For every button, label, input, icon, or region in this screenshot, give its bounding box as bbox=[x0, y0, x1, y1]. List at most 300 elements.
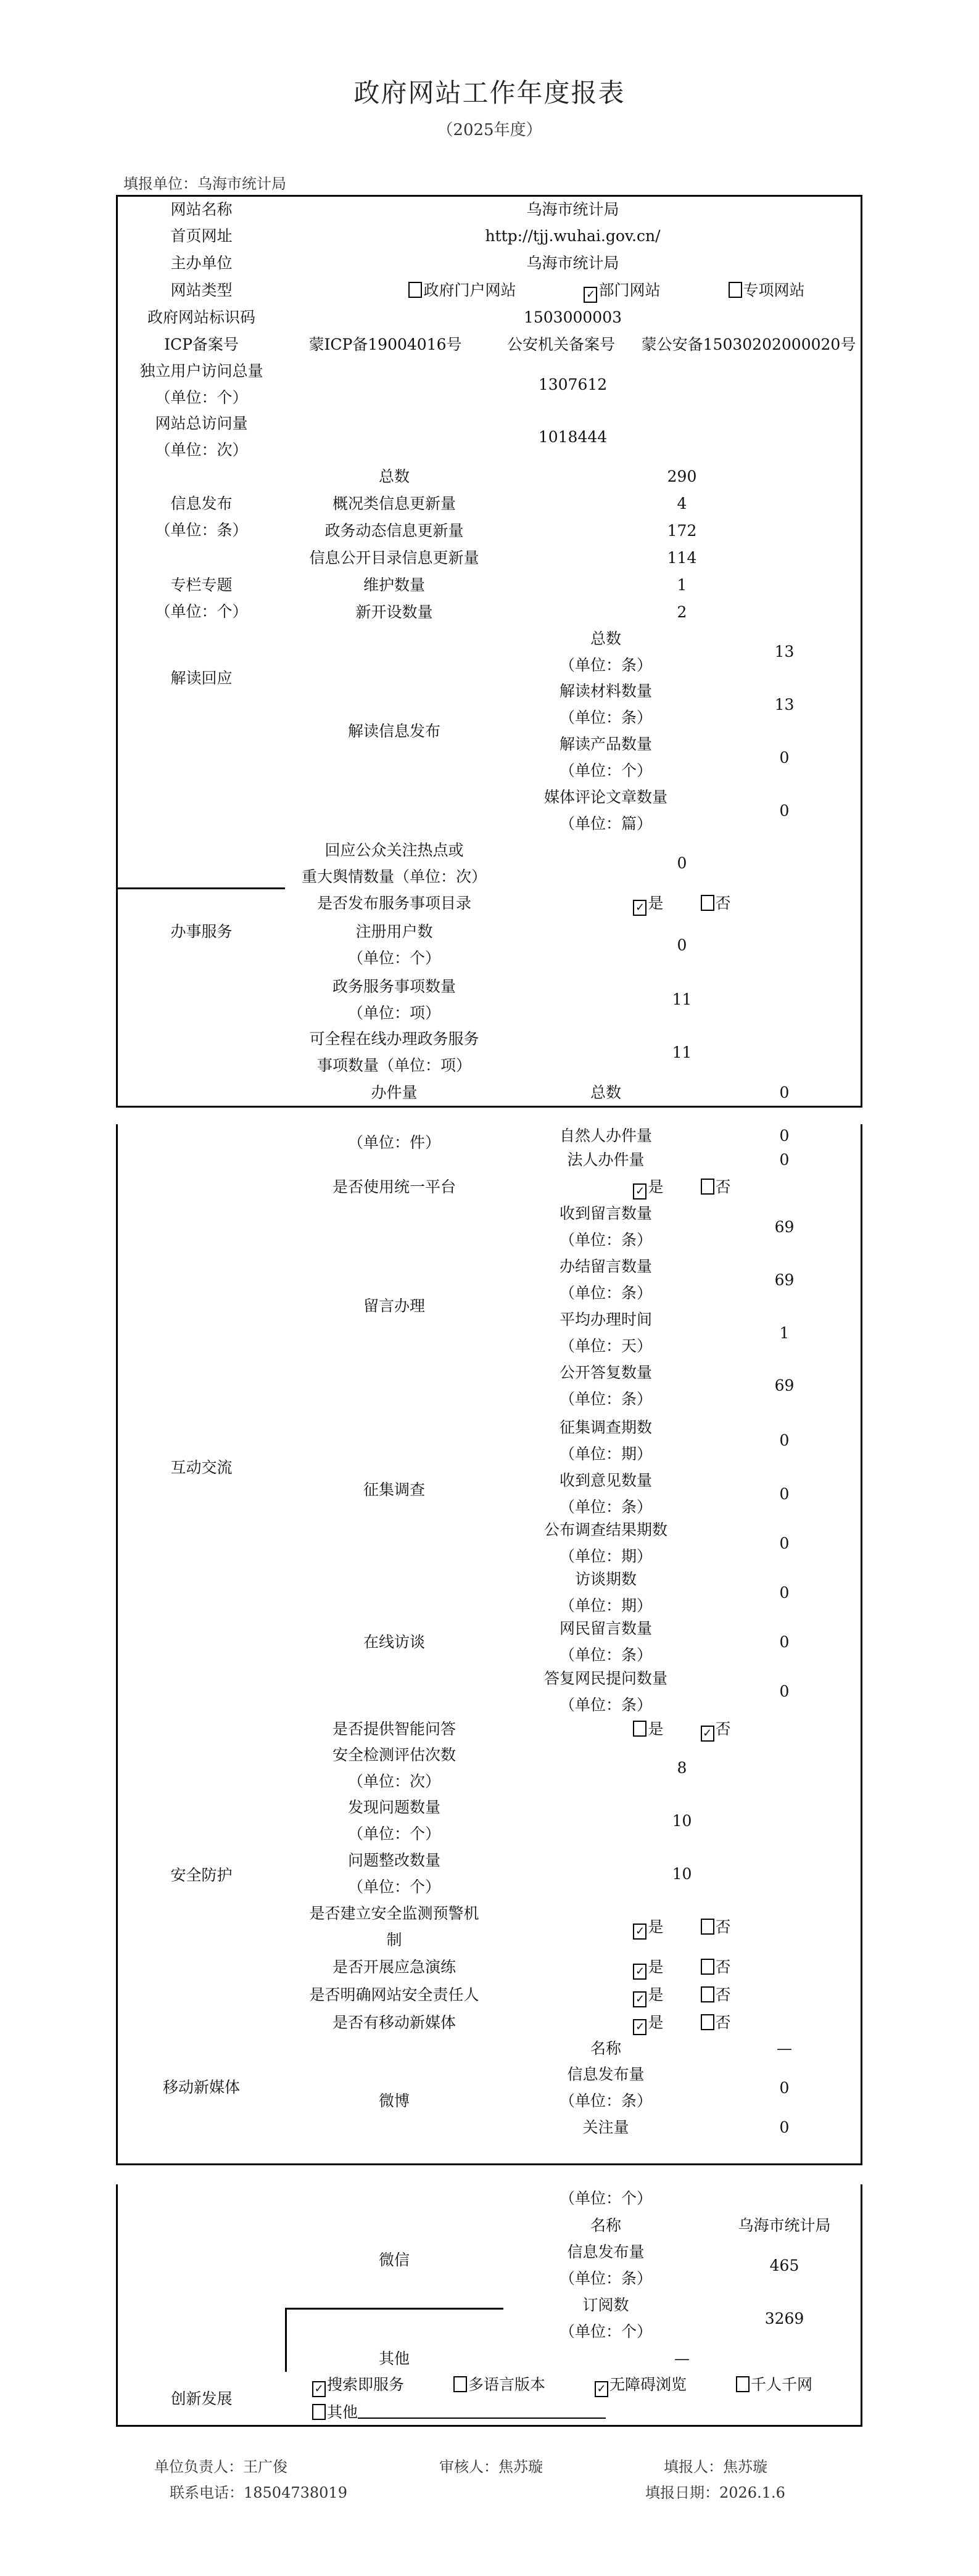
label-text: 是否有移动新媒体 bbox=[332, 2013, 456, 2031]
site-type-label bbox=[116, 276, 287, 305]
unit-text: （单位：篇） bbox=[559, 815, 652, 833]
pv-value bbox=[285, 411, 862, 464]
label-text: 新开设数量 bbox=[355, 603, 433, 621]
unit-text: （单位：个） bbox=[559, 762, 652, 780]
value-text: 0 bbox=[779, 1534, 790, 1552]
option-label: 否 bbox=[715, 1720, 731, 1738]
wechat-row-value bbox=[708, 2239, 862, 2294]
messages-label bbox=[285, 1200, 505, 1414]
option-label: 否 bbox=[715, 1957, 731, 1976]
interview-row-label bbox=[503, 1666, 710, 1718]
homepage-value[interactable] bbox=[285, 222, 862, 251]
interpret-sub-label bbox=[285, 625, 505, 839]
label-text: 信息发布量 bbox=[567, 2243, 645, 2261]
interview-row-value bbox=[708, 1666, 862, 1718]
option-label: 专项网站 bbox=[743, 281, 805, 299]
unit-text: （单位：项） bbox=[347, 1003, 440, 1022]
value-text: 1018444 bbox=[538, 427, 608, 446]
label-text: 解读产品数量 bbox=[559, 735, 652, 753]
police-value bbox=[637, 331, 862, 360]
survey-row-value bbox=[708, 1518, 862, 1570]
columns-row-value bbox=[503, 598, 862, 627]
unit-text: （单位：个） bbox=[347, 1825, 440, 1843]
checkbox-unchecked-icon[interactable] bbox=[701, 895, 714, 911]
messages-row-label bbox=[503, 1306, 710, 1361]
innovation-option[interactable] bbox=[595, 2371, 687, 2398]
label-text: 留言办理 bbox=[363, 1297, 425, 1315]
label-text: 网站名称 bbox=[170, 200, 233, 218]
messages-row-value bbox=[708, 1200, 862, 1255]
label-text: 制 bbox=[386, 1931, 402, 1949]
label-text: 信息发布量 bbox=[567, 2065, 645, 2083]
value-text: 172 bbox=[667, 521, 697, 540]
value-text: 1 bbox=[779, 1323, 790, 1342]
icp-label bbox=[116, 331, 287, 360]
unit-text: （单位：个） bbox=[559, 2323, 652, 2340]
label-text: 创新发展 bbox=[170, 2389, 233, 2408]
value-text: 0 bbox=[779, 1431, 790, 1449]
unit-text: （单位：条） bbox=[155, 521, 248, 539]
unit-text: （单位：天） bbox=[559, 1337, 652, 1355]
site-type-options bbox=[285, 276, 862, 305]
interview-row-value bbox=[708, 1568, 862, 1619]
weibo-row-value bbox=[708, 2036, 862, 2063]
id-code-label bbox=[116, 303, 287, 332]
other-media-value bbox=[503, 2345, 862, 2374]
yes-option[interactable] bbox=[633, 1914, 663, 1940]
value-text: 290 bbox=[667, 467, 697, 485]
weibo-unit-cont bbox=[503, 2184, 710, 2213]
interpret-row-value bbox=[708, 731, 862, 786]
messages-row-value bbox=[708, 1253, 862, 1308]
value-text: 3269 bbox=[764, 2309, 804, 2327]
info-row-value bbox=[503, 544, 862, 573]
messages-row-label bbox=[503, 1253, 710, 1308]
no-option[interactable] bbox=[701, 1981, 731, 2008]
interpret-row-label bbox=[503, 625, 710, 680]
option-label: 政府门户网站 bbox=[423, 281, 516, 299]
other-input-line[interactable] bbox=[358, 2403, 606, 2419]
label-text: 回应公众关注热点或 bbox=[324, 841, 464, 859]
checkbox-unchecked-icon[interactable] bbox=[701, 1986, 714, 2002]
value-text: 8 bbox=[677, 1759, 687, 1777]
id-code-value bbox=[285, 303, 862, 332]
value-text: 13 bbox=[774, 695, 795, 714]
label-text: 问题整改数量 bbox=[347, 1851, 440, 1869]
label-text: 是否开展应急演练 bbox=[332, 1957, 456, 1976]
weibo-label-cont bbox=[285, 2184, 505, 2213]
value-text: 2 bbox=[677, 603, 687, 621]
info-row-label bbox=[285, 490, 505, 519]
checkbox-checked-icon[interactable]: ✓ bbox=[633, 1964, 646, 1980]
label-text: 是否明确网站安全责任人 bbox=[309, 1985, 479, 2004]
icp-value bbox=[285, 331, 487, 360]
unit-text: （单位：期） bbox=[559, 1597, 652, 1615]
footer-filler: 填报人：焦苏璇 bbox=[664, 2458, 767, 2475]
label-text: 在线访谈 bbox=[363, 1633, 425, 1651]
innovation-label bbox=[116, 2372, 287, 2427]
survey-row-value bbox=[708, 1469, 862, 1520]
label-text: 其他 bbox=[378, 2349, 410, 2368]
site-name-label bbox=[116, 195, 287, 224]
value-text: 0 bbox=[779, 1583, 790, 1602]
label-text: 是否提供智能问答 bbox=[332, 1720, 456, 1738]
site-type-option[interactable] bbox=[408, 277, 516, 303]
checkbox-checked-icon[interactable]: ✓ bbox=[633, 1183, 646, 1200]
info-row-label bbox=[285, 463, 505, 492]
option-label: 多语言版本 bbox=[468, 2376, 546, 2393]
cases-row-value bbox=[708, 1124, 862, 1148]
security-row-label bbox=[285, 1847, 505, 1902]
security-row-value bbox=[503, 1794, 862, 1849]
weibo-label bbox=[285, 2036, 505, 2167]
weibo-row-label bbox=[503, 2061, 710, 2116]
footer-leader: 单位负责人：王广俊 bbox=[154, 2458, 287, 2475]
label-text: 名称 bbox=[590, 2216, 621, 2234]
sponsor-label bbox=[116, 249, 287, 278]
value-text: 0 bbox=[779, 2118, 790, 2136]
interpret-row-label bbox=[503, 784, 710, 839]
label-text: 公开答复数量 bbox=[559, 1363, 652, 1381]
page-subtitle: （2025年度） bbox=[437, 121, 542, 139]
messages-row-label bbox=[503, 1359, 710, 1414]
weibo-row-value bbox=[708, 2061, 862, 2116]
checkbox-checked-icon[interactable]: ✓ bbox=[633, 2019, 646, 2035]
label-text: 政务服务事项数量 bbox=[332, 977, 456, 995]
no-option[interactable] bbox=[701, 1174, 731, 1200]
option-label: 部门网站 bbox=[598, 281, 661, 299]
cases-row-label bbox=[503, 1124, 710, 1148]
option-label: 是 bbox=[648, 894, 664, 912]
interaction-label bbox=[116, 1173, 287, 1764]
services-label-cont bbox=[116, 1124, 287, 1175]
label-text: 总数 bbox=[590, 1083, 621, 1101]
option-label: 无障碍浏览 bbox=[609, 2376, 687, 2393]
checkbox-unchecked-icon[interactable] bbox=[701, 1959, 714, 1975]
innovation-option-other[interactable] bbox=[312, 2403, 606, 2421]
label-text: 访谈期数 bbox=[574, 1570, 637, 1588]
value-text: 0 bbox=[677, 936, 687, 954]
yes-option[interactable] bbox=[633, 1716, 663, 1742]
security-row-label bbox=[285, 1794, 505, 1849]
label-text: 专栏专题 bbox=[170, 576, 233, 594]
innovation-option[interactable] bbox=[453, 2371, 545, 2398]
label-text: 是否使用统一平台 bbox=[332, 1177, 456, 1196]
wechat-row-value bbox=[708, 2292, 862, 2347]
value-text: 0 bbox=[779, 1682, 790, 1700]
cases-label bbox=[285, 1079, 505, 1108]
label-text: 微信 bbox=[378, 2250, 410, 2269]
label-text: 可全程在线办理政务服务 bbox=[309, 1030, 479, 1048]
innovation-option[interactable] bbox=[736, 2371, 812, 2398]
label-text: 媒体评论文章数量 bbox=[543, 788, 667, 806]
option-label: 是 bbox=[648, 1177, 664, 1196]
wechat-row-label bbox=[503, 2212, 710, 2241]
value-text: 465 bbox=[769, 2256, 799, 2274]
checkbox-checked-icon[interactable]: ✓ bbox=[312, 2381, 326, 2397]
label-text: 关注量 bbox=[582, 2118, 629, 2136]
option-label: 是 bbox=[648, 1917, 664, 1936]
wechat-row-value bbox=[708, 2212, 862, 2241]
weibo-row-value bbox=[708, 2114, 862, 2167]
yes-option[interactable] bbox=[633, 1954, 663, 1980]
label-text: 解读回应 bbox=[170, 669, 233, 687]
option-label: 否 bbox=[715, 1917, 731, 1936]
hotspot-label bbox=[285, 837, 505, 891]
online-items-label bbox=[285, 1026, 505, 1080]
checkbox-unchecked-icon[interactable] bbox=[701, 1179, 714, 1195]
label-text: 概况类信息更新量 bbox=[332, 494, 456, 512]
label-text: 征集调查期数 bbox=[559, 1418, 652, 1436]
interview-label bbox=[285, 1568, 505, 1718]
interview-row-value bbox=[708, 1617, 862, 1668]
drill-label bbox=[285, 1953, 505, 1982]
label-text: 征集调查 bbox=[363, 1481, 425, 1499]
page-gap bbox=[111, 2165, 870, 2184]
cases-row-value bbox=[708, 1079, 862, 1108]
interview-row-label bbox=[503, 1568, 710, 1619]
value-text: 0 bbox=[677, 854, 687, 872]
label-text: 公安机关备案号 bbox=[506, 335, 615, 353]
services-label-cont bbox=[116, 973, 287, 1106]
checkbox-checked-icon[interactable]: ✓ bbox=[701, 1726, 714, 1742]
messages-row-value bbox=[708, 1359, 862, 1414]
site-type-option[interactable] bbox=[584, 277, 660, 303]
columns-label bbox=[116, 571, 287, 627]
option-label: 是 bbox=[648, 1720, 664, 1738]
unit-text: （单位：期） bbox=[559, 1547, 652, 1565]
checkbox-unchecked-icon[interactable] bbox=[453, 2376, 467, 2392]
info-row-label bbox=[285, 544, 505, 573]
media-label-cont bbox=[116, 2184, 287, 2336]
unit-text: （单位：条） bbox=[559, 2092, 652, 2110]
no-option[interactable] bbox=[701, 2009, 731, 2036]
interpret-row-value bbox=[708, 678, 862, 733]
label-text: 收到意见数量 bbox=[559, 1471, 652, 1489]
value-text: 乌海市统计局 bbox=[738, 2216, 831, 2234]
value-text: 蒙公安备15030202000020号 bbox=[641, 335, 856, 353]
wechat-label bbox=[285, 2212, 505, 2310]
value-text: 0 bbox=[779, 1151, 790, 1169]
media-has-label bbox=[285, 2009, 505, 2038]
yes-option[interactable] bbox=[633, 2009, 663, 2036]
value-text: — bbox=[777, 2039, 792, 2057]
catalog-options bbox=[503, 889, 862, 918]
sponsor-value bbox=[285, 249, 862, 278]
unit-text: （单位：个） bbox=[559, 2189, 652, 2207]
label-text: 信息发布 bbox=[170, 495, 233, 512]
checkbox-unchecked-icon[interactable] bbox=[633, 1721, 646, 1737]
survey-row-value bbox=[708, 1412, 862, 1471]
site-type-option[interactable] bbox=[729, 277, 805, 303]
label-text: 网站类型 bbox=[170, 281, 233, 299]
value-text: 10 bbox=[672, 1811, 692, 1830]
monitor-label bbox=[285, 1900, 505, 1955]
police-label bbox=[485, 331, 638, 360]
value-text: 乌海市统计局 bbox=[526, 200, 619, 218]
checkbox-checked-icon[interactable]: ✓ bbox=[595, 2381, 608, 2397]
reg-users-label bbox=[285, 916, 505, 975]
yes-option[interactable] bbox=[633, 890, 663, 916]
site-name-value bbox=[285, 195, 862, 224]
unit-text: （单位：条） bbox=[559, 2269, 652, 2287]
drill-options bbox=[503, 1953, 862, 1982]
label-text: 安全防护 bbox=[170, 1866, 233, 1884]
qa-label bbox=[285, 1716, 505, 1743]
label-text: 网民留言数量 bbox=[559, 1619, 652, 1637]
checkbox-checked-icon[interactable]: ✓ bbox=[584, 287, 597, 303]
value-text: 蒙ICP备19004016号 bbox=[308, 335, 462, 353]
value-text: 1 bbox=[677, 575, 687, 594]
yes-option[interactable] bbox=[633, 1981, 663, 2008]
media-label-cont bbox=[116, 2334, 287, 2374]
label-text: 解读材料数量 bbox=[559, 682, 652, 700]
label-text: 自然人办件量 bbox=[559, 1126, 652, 1145]
value-text: 69 bbox=[774, 1376, 795, 1394]
no-option[interactable] bbox=[701, 890, 731, 916]
footer-reviewer: 审核人：焦苏璇 bbox=[439, 2458, 543, 2475]
checkbox-checked-icon[interactable]: ✓ bbox=[633, 1991, 646, 2007]
value-text: 0 bbox=[779, 801, 790, 820]
label-text: 办事服务 bbox=[170, 922, 233, 940]
label-text: 网站总访问量 bbox=[155, 414, 248, 432]
wechat-row-label bbox=[503, 2292, 710, 2347]
label-text: 信息公开目录信息更新量 bbox=[309, 548, 479, 567]
catalog-label bbox=[285, 889, 505, 918]
checkbox-unchecked-icon[interactable] bbox=[701, 1919, 714, 1935]
messages-row-label bbox=[503, 1200, 710, 1255]
interpret-row-label bbox=[503, 731, 710, 786]
page-break-line bbox=[116, 1106, 862, 1108]
label-text: 解读信息发布 bbox=[347, 722, 440, 740]
label-text: 法人办件量 bbox=[567, 1151, 645, 1169]
no-option[interactable] bbox=[701, 1914, 731, 1940]
survey-label bbox=[285, 1412, 505, 1570]
checkbox-unchecked-icon[interactable] bbox=[729, 282, 742, 298]
platform-label bbox=[285, 1173, 505, 1202]
unit-text: （单位：条） bbox=[559, 1284, 652, 1302]
value-text: 1307612 bbox=[538, 375, 608, 393]
label-text: 答复网民提问数量 bbox=[543, 1669, 667, 1687]
value-text: 0 bbox=[779, 1632, 790, 1651]
unit-text: （单位：条） bbox=[559, 1389, 652, 1408]
label-text: 办结留言数量 bbox=[559, 1257, 652, 1275]
label-text: 移动新媒体 bbox=[162, 2078, 240, 2096]
label-text: 总数 bbox=[378, 467, 410, 485]
no-option[interactable] bbox=[701, 1716, 731, 1742]
checkbox-unchecked-icon[interactable] bbox=[408, 282, 422, 298]
label-text: 首页网址 bbox=[170, 226, 233, 245]
hotspot-value bbox=[503, 837, 862, 891]
checkbox-checked-icon[interactable]: ✓ bbox=[633, 900, 646, 916]
cases-row-label bbox=[503, 1146, 710, 1175]
value-text: 10 bbox=[672, 1864, 692, 1883]
yes-option[interactable] bbox=[633, 1174, 663, 1200]
unit-text: （单位：条） bbox=[559, 1646, 652, 1664]
label-text: 维护数量 bbox=[363, 575, 425, 594]
option-label: 是 bbox=[648, 1957, 664, 1976]
option-label: 是 bbox=[648, 1985, 664, 2004]
messages-row-value bbox=[708, 1306, 862, 1361]
option-label: 千人千网 bbox=[751, 2376, 813, 2393]
unit-text: （单位：条） bbox=[559, 1695, 652, 1714]
checkbox-unchecked-icon[interactable] bbox=[701, 2014, 714, 2030]
media-has-options bbox=[503, 2009, 862, 2038]
label-text: 总数 bbox=[590, 629, 621, 648]
label-text: 微博 bbox=[378, 2091, 410, 2110]
cases-row-label bbox=[503, 1079, 710, 1108]
value-text: — bbox=[674, 2349, 690, 2368]
label-text: 订阅数 bbox=[582, 2296, 629, 2314]
option-label: 否 bbox=[715, 894, 731, 912]
value-text: 0 bbox=[779, 1126, 790, 1145]
value-text: 11 bbox=[672, 990, 692, 1008]
platform-options bbox=[503, 1173, 862, 1202]
unit-text: （单位：个） bbox=[347, 949, 440, 967]
service-items-label bbox=[285, 973, 505, 1027]
label-text: 是否建立安全监测预警机 bbox=[309, 1904, 479, 1922]
value-text: 0 bbox=[779, 1484, 790, 1503]
footer-phone: 联系电话：18504738019 bbox=[170, 2484, 347, 2501]
reg-users-value bbox=[503, 916, 862, 975]
checkbox-checked-icon[interactable]: ✓ bbox=[633, 1924, 646, 1940]
media-label bbox=[116, 2009, 287, 2167]
value-text: 4 bbox=[677, 494, 687, 512]
label-text: 平均办理时间 bbox=[559, 1311, 652, 1328]
no-option[interactable] bbox=[701, 1954, 731, 1980]
checkbox-unchecked-icon[interactable] bbox=[312, 2404, 326, 2420]
interpret-label-blank bbox=[116, 731, 287, 889]
info-row-value bbox=[503, 463, 862, 492]
unit-text: （单位：次） bbox=[155, 441, 248, 459]
weibo-row-label bbox=[503, 2114, 710, 2167]
info-row-label bbox=[285, 517, 505, 546]
page-title: 政府网站工作年度报表 bbox=[353, 78, 626, 108]
survey-row-label bbox=[503, 1412, 710, 1471]
option-label: 否 bbox=[715, 1177, 731, 1196]
option-label: 是 bbox=[648, 2013, 664, 2031]
interpret-row-value bbox=[708, 784, 862, 839]
innovation-option[interactable] bbox=[312, 2371, 404, 2398]
unit-text: （单位：条） bbox=[559, 709, 652, 726]
online-items-value bbox=[503, 1026, 862, 1080]
footer-date: 填报日期：2026.1.6 bbox=[645, 2484, 785, 2501]
homepage-link[interactable]: http://tjj.wuhai.gov.cn/ bbox=[485, 226, 661, 245]
label-text: 公布调查结果期数 bbox=[543, 1521, 667, 1539]
homepage-label bbox=[116, 222, 287, 251]
interpret-label bbox=[116, 625, 287, 733]
option-label: 其他 bbox=[327, 2403, 358, 2421]
service-items-value bbox=[503, 973, 862, 1027]
columns-row-value bbox=[503, 571, 862, 600]
interpret-row-label bbox=[503, 678, 710, 733]
label-text: 办件量 bbox=[371, 1083, 418, 1101]
value-text: 114 bbox=[667, 548, 697, 567]
uv-value bbox=[285, 358, 862, 413]
label-text: 主办单位 bbox=[170, 253, 233, 272]
label-text: 是否发布服务事项目录 bbox=[316, 894, 471, 912]
value-text: 0 bbox=[779, 748, 790, 767]
uv-label bbox=[116, 358, 287, 413]
option-label: 否 bbox=[715, 1985, 731, 2004]
checkbox-unchecked-icon[interactable] bbox=[736, 2376, 750, 2392]
monitor-options bbox=[503, 1900, 862, 1955]
filler-unit: 填报单位：乌海市统计局 bbox=[123, 175, 286, 192]
info-row-value bbox=[503, 490, 862, 519]
survey-row-label bbox=[503, 1518, 710, 1570]
value-text: 69 bbox=[774, 1217, 795, 1236]
info-publish-label bbox=[116, 463, 287, 573]
